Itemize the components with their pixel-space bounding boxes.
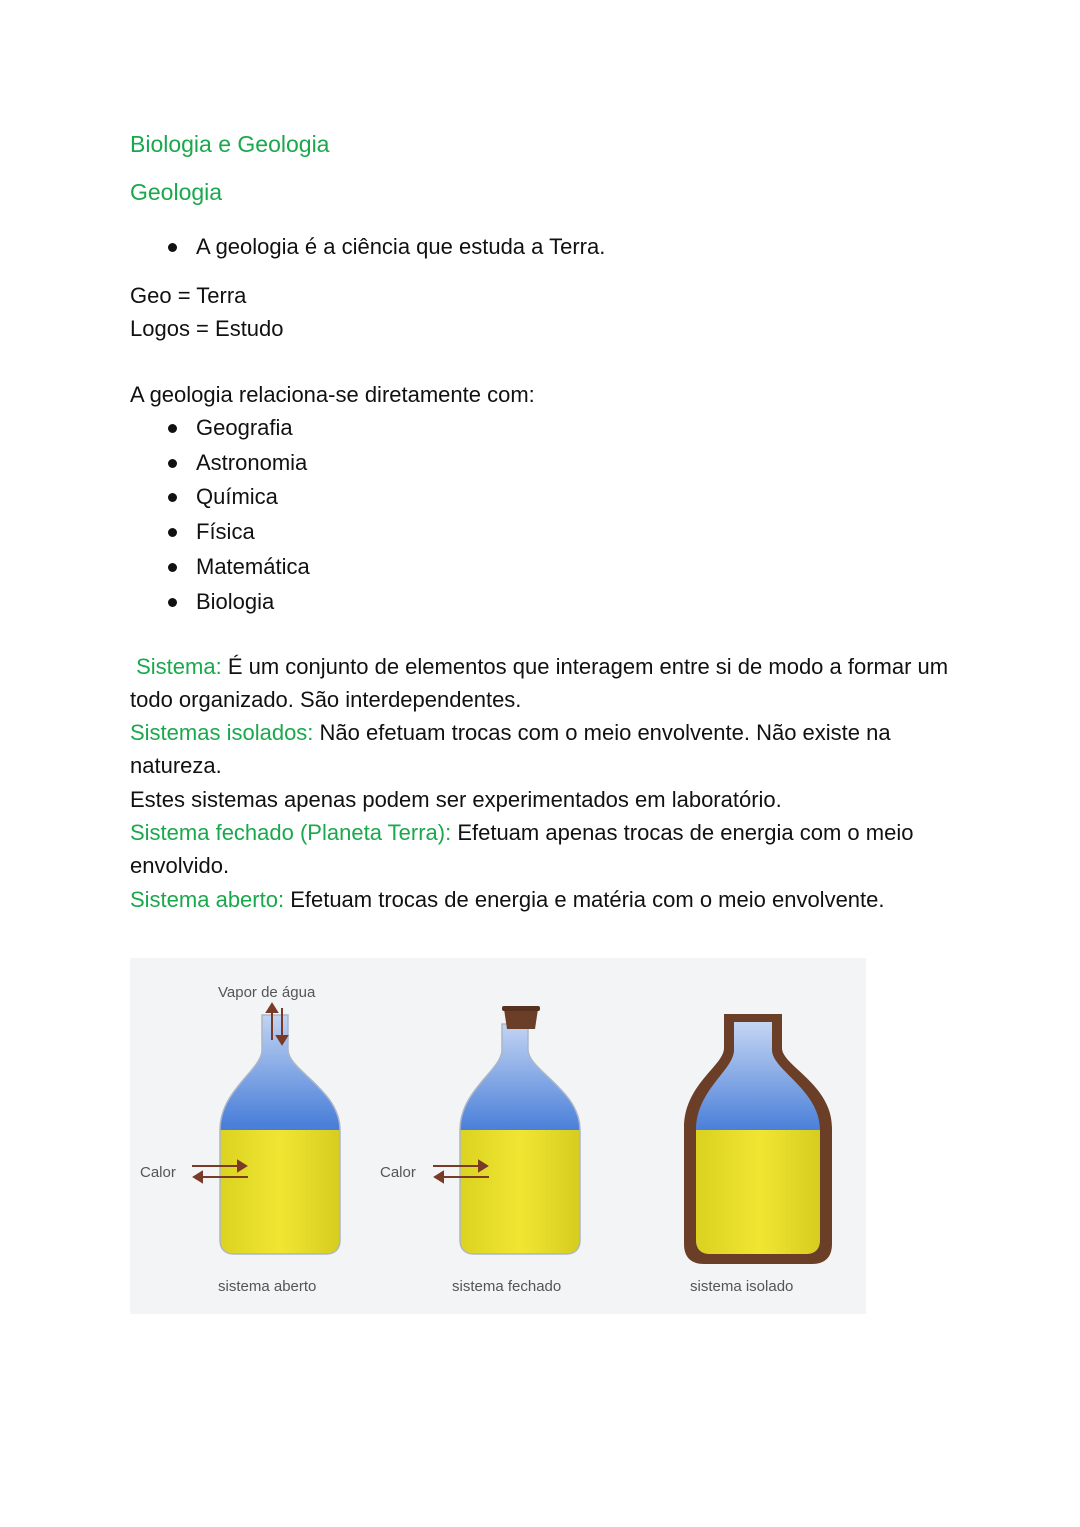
vapor-label: Vapor de água — [218, 984, 316, 1001]
term-isolados: Sistemas isolados: — [130, 720, 314, 746]
term-sistema: Sistema: — [136, 653, 222, 679]
relation-item: Física — [130, 515, 950, 550]
text-isolados: Não efetuam trocas com o meio envolvente. Não existe na natureza. — [130, 720, 891, 779]
topic-heading: Geologia — [130, 179, 223, 205]
definitions-block — [130, 650, 950, 916]
systems-figure — [130, 958, 866, 1314]
heat-label-open: Calor — [140, 1164, 176, 1181]
relation-item: Astronomia — [130, 446, 950, 481]
etymology-logos: Logos = Estudo — [130, 315, 284, 341]
relations-heading: A geologia relaciona-se diretamente com: — [130, 381, 535, 407]
text-fechado: Efetuam apenas trocas de energia com o meio envolvido. — [130, 820, 914, 879]
relation-item: Matemática — [130, 550, 950, 585]
etymology-geo: Geo = Terra — [130, 282, 247, 308]
cork-icon — [504, 1009, 538, 1029]
isolated-system-bottle — [684, 1014, 832, 1268]
relations-list — [130, 411, 950, 620]
caption-closed: sistema fechado — [452, 1278, 562, 1295]
document-page — [130, 128, 950, 916]
definition-isolados — [130, 716, 950, 783]
definition-sistema — [130, 650, 950, 717]
lab-note: Estes sistemas apenas podem ser experimentados em laboratório. — [130, 786, 782, 812]
heat-label-closed: Calor — [380, 1164, 416, 1181]
closed-system-bottle — [450, 1006, 590, 1268]
caption-isolated: sistema isolado — [690, 1278, 794, 1295]
intro-list — [130, 230, 950, 265]
subject-heading: Biologia e Geologia — [130, 131, 330, 157]
open-system-bottle — [210, 1008, 350, 1268]
text-aberto: Efetuam trocas de energia e matéria com o meio envolvente. — [284, 886, 885, 912]
systems-diagram — [130, 958, 866, 1314]
term-aberto: Sistema aberto: — [130, 886, 285, 912]
term-fechado: Sistema fechado (Planeta Terra): — [130, 820, 452, 846]
relation-item: Geografia — [130, 411, 950, 446]
relation-item: Biologia — [130, 585, 950, 620]
definition-aberto — [130, 883, 950, 916]
etymology-block — [130, 279, 950, 345]
definition-fechado — [130, 816, 950, 883]
caption-open: sistema aberto — [218, 1278, 317, 1295]
intro-bullet: A geologia é a ciência que estuda a Terra. — [130, 230, 950, 265]
text-sistema: É um conjunto de elementos que interagem entre si de modo a formar um todo organizado. São interdependentes. — [130, 653, 949, 712]
relation-item: Química — [130, 480, 950, 515]
